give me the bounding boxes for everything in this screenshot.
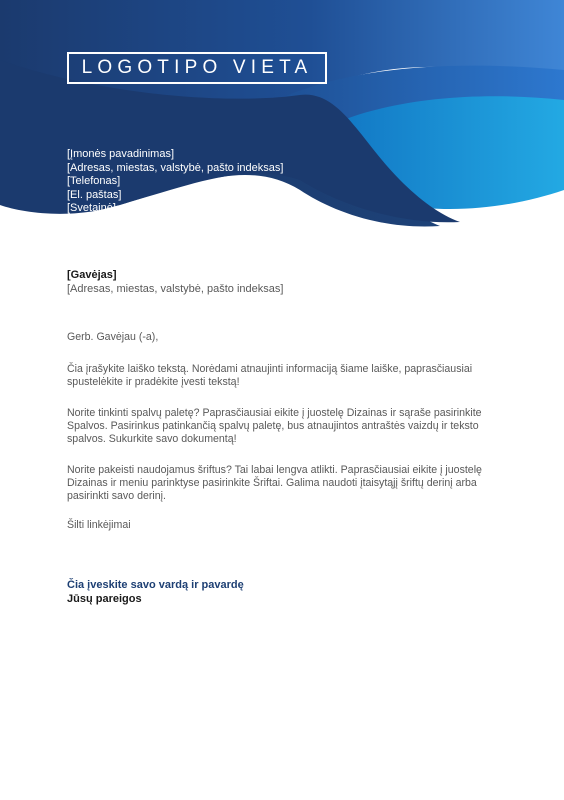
company-phone[interactable]: [Telefonas] xyxy=(67,175,121,187)
company-address[interactable]: [Adresas, miestas, valstybė, pašto indeksas] xyxy=(67,161,284,174)
company-email[interactable]: [El. paštas] xyxy=(67,188,122,201)
recipient-address[interactable]: [Adresas, miestas, valstybė, pašto indeksas] xyxy=(67,283,284,295)
body-paragraph[interactable]: Norite tinkinti spalvų paletę? Paprasčiausiai eikite į juostelę Dizainas ir sąraše pasirinkite Spalvos. Pasirinkus patinkančią spalvų paletę, bus atnaujintos antraštės vaizdų ir teksto spalvos. Sukurkite savo dokumentą! xyxy=(67,407,482,445)
signature-name[interactable]: Čia įveskite savo vardą ir pavardę xyxy=(67,579,244,591)
company-website[interactable]: [Svetainė] xyxy=(67,202,116,214)
signature-title[interactable]: Jūsų pareigos xyxy=(67,593,142,605)
letter-body xyxy=(67,331,507,521)
recipient-block xyxy=(67,268,283,296)
signature-block xyxy=(67,578,244,606)
recipient-name[interactable]: [Gavėjas] xyxy=(67,269,117,281)
closing[interactable]: Šilti linkėjimai xyxy=(67,519,131,531)
logo-placeholder[interactable]: LOGOTIPO VIETA xyxy=(67,52,327,84)
company-info xyxy=(67,148,283,216)
company-name[interactable]: [Įmonės pavadinimas] xyxy=(67,148,174,160)
body-paragraph[interactable]: Norite pakeisti naudojamus šriftus? Tai labai lengva atlikti. Paprasčiausiai eikite į juostelę Dizainas ir meniu parinktyse pasirinkite Šriftai. Galima naudoti įtaisytąjį šriftų derinį arba pasirinkti savo derinį. xyxy=(67,464,482,502)
body-paragraph[interactable]: Čia įrašykite laiško tekstą. Norėdami atnaujinti informaciją šiame laiške, paprasčiausiai spustelėkite ir pradėkite įvesti tekstą! xyxy=(67,363,473,388)
salutation[interactable]: Gerb. Gavėjau (-a), xyxy=(67,331,159,343)
